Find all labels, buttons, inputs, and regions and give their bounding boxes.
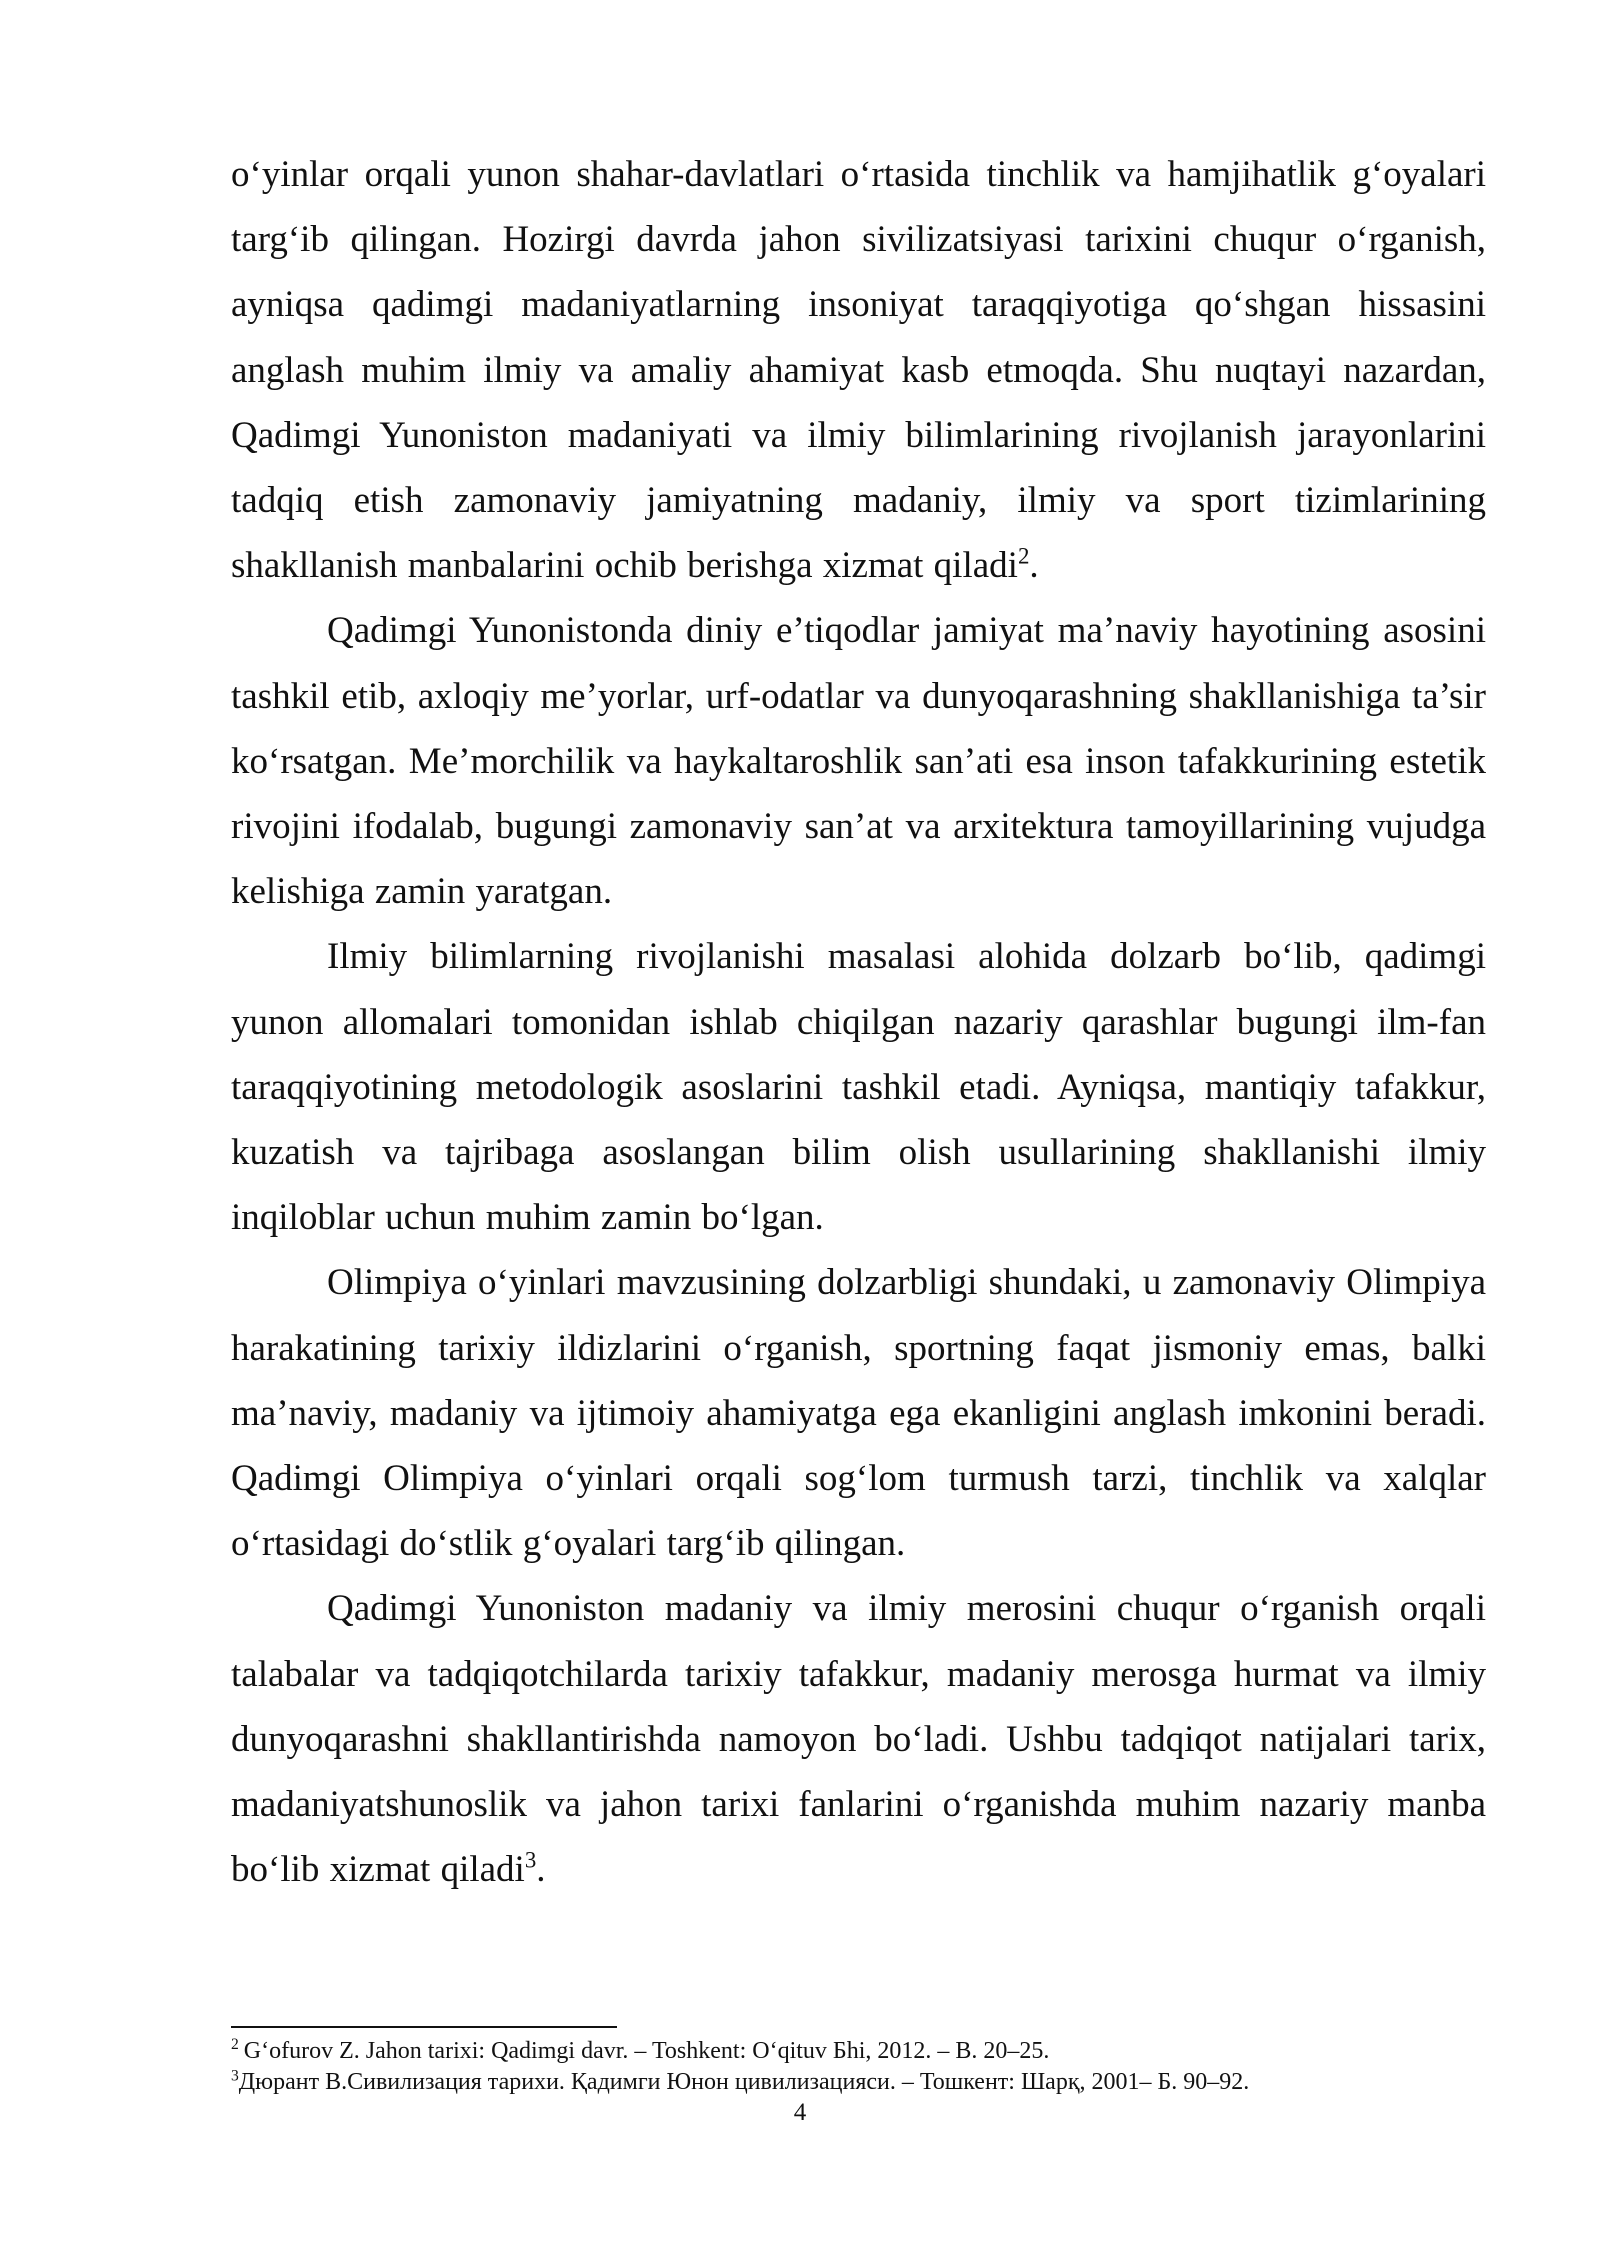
footnote-number: 3 (231, 2067, 239, 2085)
footnote-item (231, 2067, 1486, 2098)
footnote-item (231, 2036, 1486, 2067)
paragraph (231, 1250, 1486, 1576)
body-text (231, 142, 1486, 1902)
paragraph-text: Ilmiy bilimlarning rivojlanishi masalasi alohida dolzarb bo‘lib, qadimgi yunon allomalari tomonidan ishlab chiqilgan nazariy qarashlar bugungi ilm-fan taraqqiyotining metodologik asoslarini tashkil etadi. Ayniqsa, mantiqiy tafakkur, kuzatish va tajribaga asoslangan bilim olish usullarining shakllanishi ilmiy inqiloblar uchun muhim zamin bo‘lgan. (231, 936, 1486, 1239)
footnote-text: Дюрант В.Сивилизация тарихи. Қадимги Юнон цивилизацияси. – Тошкент: Шарқ, 2001– Б. 90–92. (238, 2069, 1250, 2095)
footnote-reference[interactable]: 2 (1017, 543, 1030, 569)
paragraph-text: Qadimgi Yunonistonda diniy e’tiqodlar jamiyat ma’naviy hayotining asosini tashkil etib, axloqiy me’yorlar, urf-odatlar va dunyoqarashning shakllanishiga ta’sir ko‘rsatgan. Me’morchilik va haykaltaroshlik san’ati esa inson tafakkurining estetik rivojini ifodalab, bugungi zamonaviy san’at va arxitektura tamoyillarining vujudga kelishiga zamin yaratgan. (231, 610, 1486, 913)
footnotes (231, 2036, 1486, 2098)
footnote-reference[interactable]: 3 (524, 1847, 537, 1873)
paragraph-text: Olimpiya o‘yinlari mavzusining dolzarbligi shundaki, u zamonaviy Olimpiya harakatining tarixiy ildizlarini o‘rganish, sportning faqat jismoniy emas, balki ma’naviy, madaniy va ijtimoiy ahamiyatga ega ekanligini anglash imkonini beradi. Qadimgi Olimpiya o‘yinlari orqali sog‘lom turmush tarzi, tinchlik va xalqlar o‘rtasidagi do‘stlik g‘oyalari targ‘ib qilingan. (231, 1262, 1486, 1565)
paragraph-text: o‘yinlar orqali yunon shahar-davlatlari o‘rtasida tinchlik va hamjihatlik g‘oyalari targ‘ib qilingan. Hozirgi davrda jahon sivilizatsiyasi tarixini chuqur o‘rganish, ayniqsa qadimgi madaniyatlarning insoniyat taraqqiyotiga qo‘shgan hissasini anglash muhim ilmiy va amaliy ahamiyat kasb etmoqda. Shu nuqtayi nazardan, Qadimgi Yunoniston madaniyati va ilmiy bilimlarining rivojlanish jarayonlarini tadqiq etish zamonaviy jamiyatning madaniy, ilmiy va sport tizimlarining shakllanish manbalarini ochib berishga xizmat qiladi (231, 154, 1486, 587)
paragraph (231, 1576, 1486, 1902)
footnote-number: 2 (231, 2036, 239, 2054)
paragraph (231, 924, 1486, 1250)
paragraph-end: . (536, 1849, 546, 1891)
footnote-text: G‘ofurov Z. Jahon tarixi: Qadimgi davr. – Toshkent: O‘qituv Бhi, 2012. – B. 20–25. (243, 2038, 1050, 2064)
paragraph-end: . (1029, 545, 1039, 587)
footnote-separator (231, 2026, 617, 2028)
paragraph (231, 598, 1486, 924)
page-number: 4 (793, 2099, 807, 2126)
paragraph (231, 142, 1486, 598)
paragraph-text: Qadimgi Yunoniston madaniy va ilmiy merosini chuqur o‘rganish orqali talabalar va tadqiqotchilarda tarixiy tafakkur, madaniy merosga hurmat va ilmiy dunyoqarashni shakllantirishda namoyon bo‘ladi. Ushbu tadqiqot natijalari tarix, madaniyatshunoslik va jahon tarixi fanlarini o‘rganishda muhim nazariy manba bo‘lib xizmat qiladi (231, 1588, 1486, 1891)
